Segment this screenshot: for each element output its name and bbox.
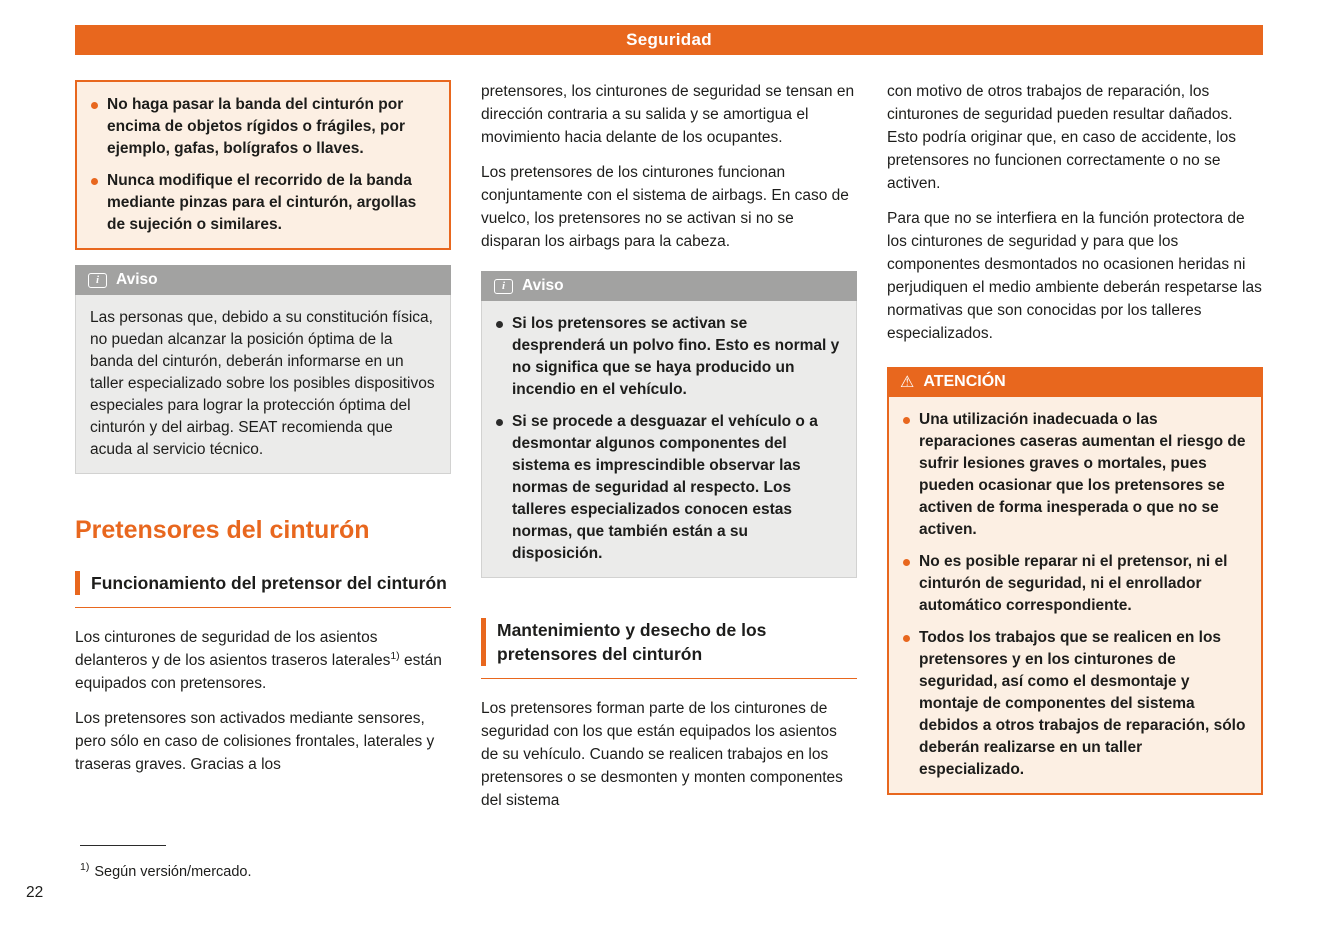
footnote-divider — [80, 845, 166, 846]
bullet-dot-icon — [903, 417, 910, 424]
section-title: Pretensores del cinturón — [75, 516, 370, 544]
paragraph: Los pretensores de los cinturones funcionan conjuntamente con el sistema de airbags. En caso de vuelco, los pretensores no se activan si no se disparan los airbags para la cabeza. — [481, 164, 849, 250]
caution-bullet — [91, 170, 435, 236]
column-3 — [887, 80, 1263, 824]
paragraph: Los pretensores forman parte de los cinturones de seguridad con los que están equipados los asientos de su vehículo. Cuando se realicen trabajos en los pretensores o se desmonten y monten componentes del sistema — [481, 700, 843, 809]
bullet-dot-icon — [496, 419, 503, 426]
paragraph: con motivo de otros trabajos de reparación, los cinturones de seguridad pueden resultar dañados. Esto podría originar que, en caso de accidente, los pretensores no funcionen correctamente o no se activen. — [887, 83, 1236, 192]
caution-bullet — [91, 94, 435, 160]
subsection-heading-text: Funcionamiento del pretensor del cinturón — [75, 571, 451, 595]
atencion-warning-body — [887, 397, 1263, 795]
aviso-bullet-text: Si se procede a desguazar el vehículo o a desmontar algunos componentes del sistema es imprescindible observar las normas de seguridad al respecto. Los talleres especializados conocen estas normas, que también están a su disposición. — [512, 413, 818, 562]
aviso-note-body — [75, 295, 451, 474]
aviso-note-body — [481, 301, 857, 578]
aviso-note-box — [75, 265, 451, 474]
atencion-bullet-text: Una utilización inadecuada o las reparaciones caseras aumentan el riesgo de sufrir lesiones graves o mortales, pues pueden ocasionar que los pretensores se activen de forma inesperada o que no se activen. — [919, 411, 1246, 538]
page-header-title: Seguridad — [626, 30, 712, 49]
atencion-bullet — [903, 409, 1247, 541]
bullet-dot-icon — [91, 178, 98, 185]
bullet-dot-icon — [903, 635, 910, 642]
caution-bullet-text: No haga pasar la banda del cinturón por encima de objetos rígidos o frágiles, por ejemplo, gafas, bolígrafos o llaves. — [107, 96, 406, 157]
paragraph: Para que no se interfiera en la función protectora de los cinturones de seguridad y para que los componentes desmontados no ocasionen heridas ni perjudiquen el medio ambiente deberán respetarse las normativas que son conocidas por los talleres especializados. — [887, 210, 1262, 342]
page-header-bar — [75, 25, 1263, 55]
footnote-reference: 1) — [390, 649, 400, 662]
column-2 — [481, 80, 857, 824]
caution-bullet-text: Nunca modifique el recorrido de la banda mediante pinzas para el cinturón, argollas de sujeción o similares. — [107, 172, 417, 233]
atencion-bullet-text: Todos los trabajos que se realicen en los pretensores y en los cinturones de seguridad, así como el desmontaje y montaje de componentes del sistema debidos a otros trabajos de reparación, sólo deberán realizarse en un taller especializado. — [919, 629, 1246, 778]
column-1 — [75, 80, 451, 824]
aviso-note-text: Las personas que, debido a su constitución física, no puedan alcanzar la posición óptima de la banda del cinturón, deberán informarse en un taller especializado sobre los posibles dispositivos especiales para lograr la protección óptima del cinturón y del airbag. SEAT recomienda que acuda al servicio técnico. — [90, 309, 435, 458]
paragraph: Los pretensores son activados mediante sensores, pero sólo en caso de colisiones frontales, laterales y traseras graves. Gracias a los — [75, 709, 435, 773]
bullet-dot-icon — [91, 102, 98, 109]
atencion-bullet — [903, 551, 1247, 617]
footnote-marker: 1) — [80, 861, 90, 874]
aviso-bullet-text: Si los pretensores se activan se desprenderá un polvo fino. Esto es normal y no significa que se haya producido un incendio en el vehículo. — [512, 315, 840, 398]
bullet-dot-icon — [903, 559, 910, 566]
bullet-dot-icon — [496, 321, 503, 328]
info-icon: i — [494, 279, 513, 294]
aviso-note-title: Aviso — [116, 271, 158, 288]
aviso-bullet — [496, 313, 842, 401]
atencion-bullet-text: No es posible reparar ni el pretensor, ni el cinturón de seguridad, ni el enrollador automático correspondiente. — [919, 553, 1228, 614]
info-icon: i — [88, 273, 107, 288]
aviso-bullet — [496, 411, 842, 565]
aviso-note-header — [75, 265, 451, 295]
atencion-warning-header — [887, 367, 1263, 397]
atencion-warning-box — [887, 367, 1263, 795]
paragraph: pretensores, los cinturones de seguridad se tensan en dirección contraria a su salida y se amortigua el movimiento hacia delante de los ocupantes. — [481, 83, 855, 146]
atencion-bullet — [903, 627, 1247, 781]
aviso-note-header — [481, 271, 857, 301]
paragraph-text: Los cinturones de seguridad de los asientos delanteros y de los asientos traseros laterales — [75, 628, 391, 669]
footnote — [80, 861, 252, 880]
paragraph-text: están equipados con pretensores. — [75, 651, 442, 692]
caution-box — [75, 80, 451, 250]
subsection-heading — [481, 618, 857, 679]
subsection-heading — [75, 571, 451, 608]
footnote-text: Según versión/mercado. — [94, 864, 252, 880]
subsection-heading-text: Mantenimiento y desecho de los pretensores del cinturón — [481, 618, 857, 666]
warning-triangle-icon: ⚠ — [900, 372, 915, 391]
aviso-note-box — [481, 271, 857, 578]
paragraph — [75, 626, 451, 695]
content-columns — [75, 80, 1263, 824]
page-number: 22 — [26, 884, 44, 901]
aviso-note-title: Aviso — [522, 277, 564, 294]
atencion-warning-title: ATENCIÓN — [923, 373, 1006, 390]
